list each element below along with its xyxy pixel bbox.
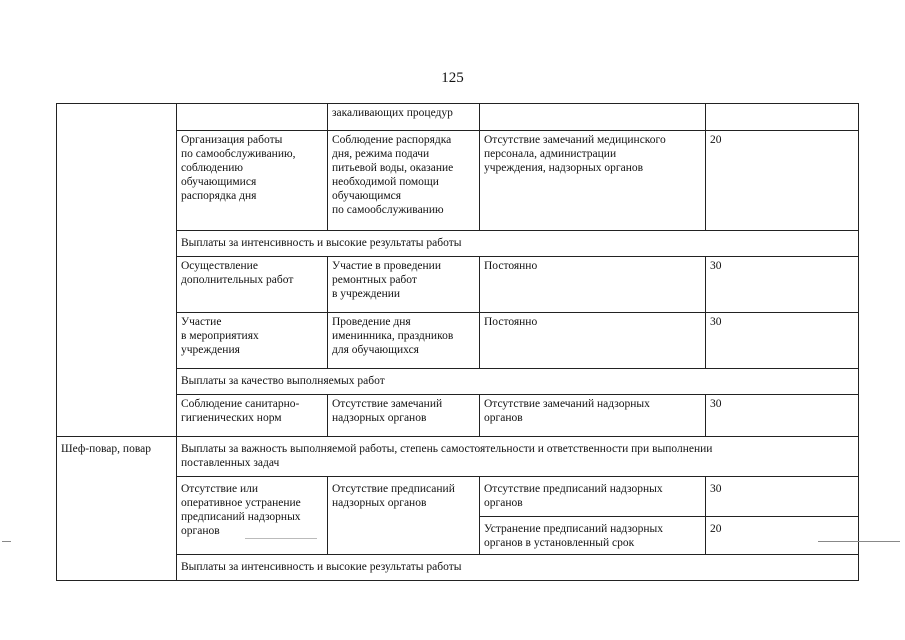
section-row [57, 369, 859, 395]
condition-cell: Отсутствие замечаний надзорных органов [328, 395, 480, 437]
indicator-cell: Устранение предписаний надзорных органов в установленный срок [480, 517, 706, 555]
indicator-cell: Отсутствие замечаний медицинского персонала, администрации учреждения, надзорных органов [480, 131, 706, 231]
criterion-cell: Осуществление дополнительных работ [177, 257, 328, 313]
indicator-cell: Постоянно [480, 257, 706, 313]
section-row [57, 555, 859, 581]
criterion-cell: Участие в мероприятиях учреждения [177, 313, 328, 369]
criterion-cell: Организация работы по самообслуживанию, соблюдению обучающимися распорядка дня [177, 131, 328, 231]
condition-cell: Проведение дня именинника, праздников для обучающихся [328, 313, 480, 369]
table-row [57, 395, 859, 437]
page-number: 125 [441, 70, 464, 86]
payments-table [56, 103, 859, 581]
condition-cell: закаливающих процедур [328, 104, 480, 131]
position-cell-empty [57, 104, 177, 437]
section-row [57, 231, 859, 257]
table-row [57, 257, 859, 313]
criterion-cell: Отсутствие или оперативное устранение предписаний надзорных органов [177, 477, 328, 555]
table-row [57, 477, 859, 517]
indicator-cell [480, 104, 706, 131]
amount-cell [706, 104, 859, 131]
amount-cell: 20 [706, 517, 859, 555]
scan-mark-inline [245, 538, 317, 539]
section-heading: Выплаты за интенсивность и высокие результаты работы [177, 555, 859, 581]
amount-cell: 20 [706, 131, 859, 231]
condition-cell: Отсутствие предписаний надзорных органов [328, 477, 480, 555]
indicator-cell: Отсутствие предписаний надзорных органов [480, 477, 706, 517]
table-row [57, 104, 859, 131]
section-row [57, 437, 859, 477]
amount-cell: 30 [706, 395, 859, 437]
section-heading: Выплаты за качество выполняемых работ [177, 369, 859, 395]
indicator-cell: Отсутствие замечаний надзорных органов [480, 395, 706, 437]
section-heading: Выплаты за интенсивность и высокие результаты работы [177, 231, 859, 257]
amount-cell: 30 [706, 257, 859, 313]
indicator-cell: Постоянно [480, 313, 706, 369]
criterion-cell [177, 104, 328, 131]
amount-cell: 30 [706, 477, 859, 517]
scan-mark-right [818, 541, 900, 542]
amount-cell: 30 [706, 313, 859, 369]
condition-cell: Участие в проведении ремонтных работ в учреждении [328, 257, 480, 313]
condition-cell: Соблюдение распорядка дня, режима подачи питьевой воды, оказание необходимой помощи обучающимся по самообслуживанию [328, 131, 480, 231]
criterion-cell: Соблюдение санитарно- гигиенических норм [177, 395, 328, 437]
section-heading: Выплаты за важность выполняемой работы, степень самостоятельности и ответственности при выполнении поставленных задач [177, 437, 859, 477]
position-cell: Шеф-повар, повар [57, 437, 177, 581]
table-row [57, 131, 859, 231]
table-row [57, 313, 859, 369]
scan-mark-left [2, 541, 11, 542]
